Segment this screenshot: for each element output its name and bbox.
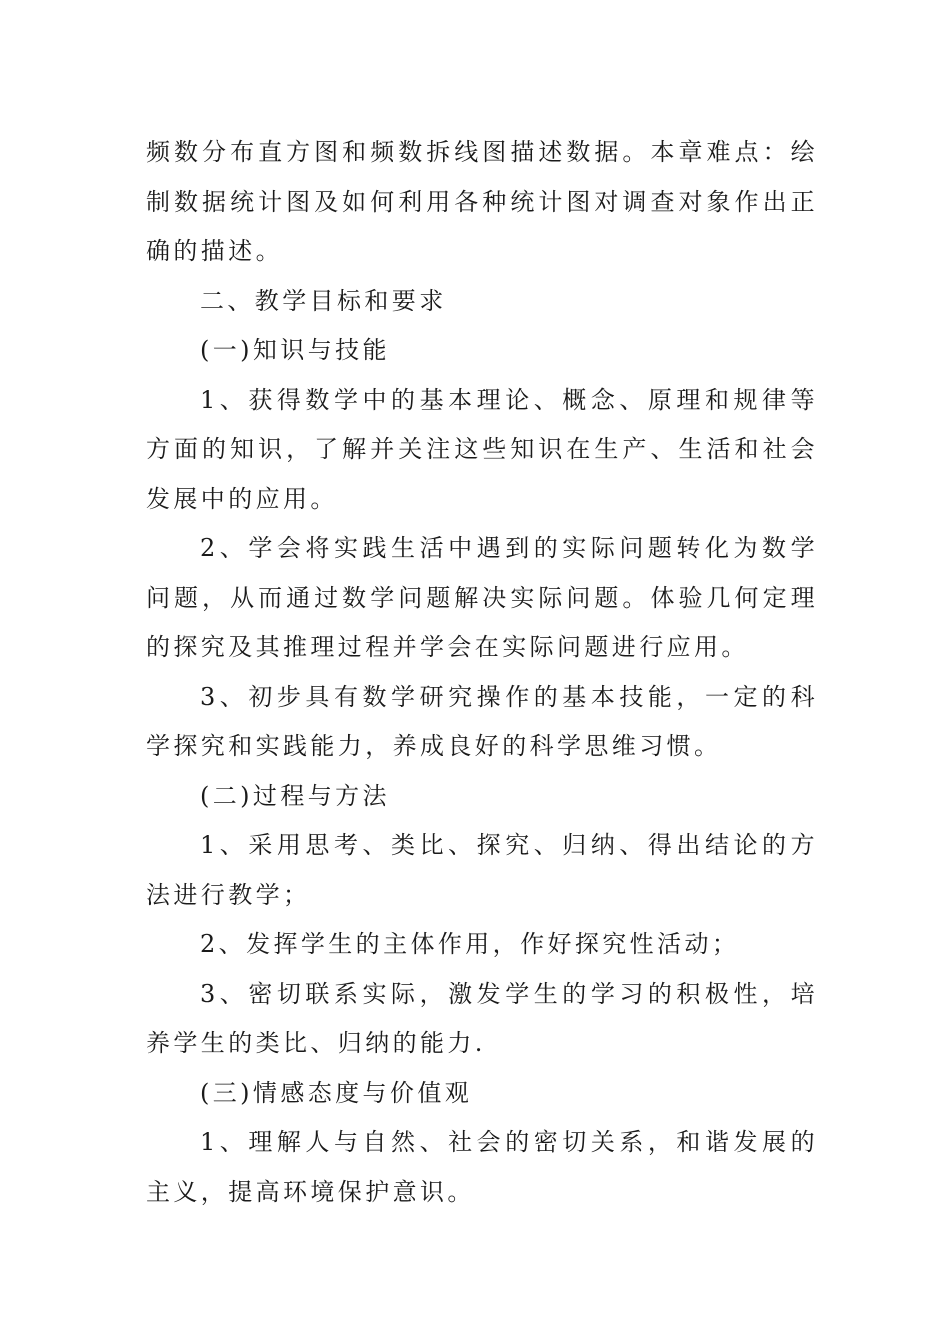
list-item-knowledge-1: 1、获得数学中的基本理论、概念、原理和规律等方面的知识，了解并关注这些知识在生产、生活和社会发展中的应用。 (146, 385, 818, 513)
paragraph-continuation: 频数分布直方图和频数拆线图描述数据。本章难点：绘制数据统计图及如何利用各种统计图对调查对象作出正确的描述。 (146, 138, 818, 265)
list-item-attitude-1: 1、理解人与自然、社会的密切关系，和谐发展的主义，提高环境保护意识。 (146, 1128, 818, 1206)
list-item-knowledge-2: 2、学会将实践生活中遇到的实际问题转化为数学问题，从而通过数学问题解决实际问题。体验几何定理的探究及其推理过程并学会在实际问题进行应用。 (146, 534, 818, 661)
section-heading-objectives: 二、教学目标和要求 (200, 286, 447, 315)
subheading-knowledge-skills: (一)知识与技能 (200, 336, 390, 364)
subheading-attitude-values: (三)情感态度与价值观 (200, 1078, 473, 1107)
list-item-knowledge-3: 3、初步具有数学研究操作的基本技能，一定的科学探究和实践能力，养成良好的科学思维习惯。 (146, 682, 818, 760)
list-item-process-3: 3、密切联系实际，激发学生的学习的积极性，培养学生的类比、归纳的能力. (146, 979, 818, 1057)
list-item-process-2: 2、发挥学生的主体作用，作好探究性活动； (200, 930, 740, 958)
list-item-process-1: 1、采用思考、类比、探究、归纳、得出结论的方法进行教学； (146, 831, 818, 909)
subheading-process-method: (二)过程与方法 (200, 781, 390, 810)
document-body (146, 128, 818, 1217)
